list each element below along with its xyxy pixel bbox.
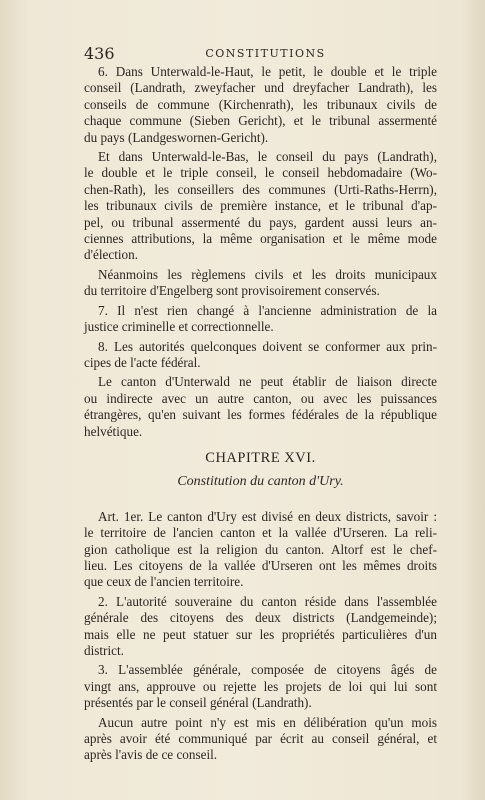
text-line: du territoire d'Engelberg sont provisoirement conservés.: [84, 283, 380, 299]
text-line: ou indirecte avec un autre canton, ou avec les puissances: [84, 390, 437, 406]
text-line: Et dans Unterwald-le-Bas, le conseil du pays (Landrath),: [98, 149, 437, 165]
text-section-ury: [84, 509, 437, 764]
text-line: vingt ans, approuve ou rejette les projets de loi qui lui sont: [84, 678, 437, 694]
text-line: 2. L'autorité souveraine du canton réside dans l'assemblée: [98, 593, 437, 609]
text-line: conseils de commune (Kirchenrath), les tribunaux civils de: [84, 96, 437, 112]
text-line: le double et le triple conseil, le conseil hebdomadaire (Wo-: [84, 165, 437, 181]
paragraph: [84, 339, 437, 372]
paragraph: [84, 509, 437, 591]
text-line: le territoire de l'ancien canton et la vallée d'Urseren. La reli-: [84, 525, 437, 541]
text-line: d'élection.: [84, 247, 139, 263]
text-line: cipes de l'acte fédéral.: [84, 354, 201, 370]
paragraph: [84, 662, 437, 711]
text-line: district.: [84, 643, 124, 658]
page-header: [84, 44, 427, 64]
page-number: 436: [84, 44, 115, 63]
text-line: que ceux de l'ancien territoire.: [84, 574, 244, 590]
paragraph: [84, 149, 437, 264]
text-line: 8. Les autorités quelconques doivent se conformer aux prin-: [98, 338, 437, 354]
text-line: ciennes attributions, la même organisation et le même mode: [84, 231, 437, 247]
text-line: générale des citoyens des deux districts (Landgemeinde);: [84, 610, 437, 626]
text-line: chen-Rath), les conseillers des communes (Urti-Raths-Herrn),: [84, 181, 437, 197]
text-line: présentés par le conseil général (Landrath).: [84, 695, 312, 711]
text-line: justice criminelle et correctionnelle.: [84, 319, 274, 335]
paragraph: [84, 374, 437, 440]
text-line: helvétique.: [84, 423, 143, 439]
text-section-unterwald: [84, 64, 437, 440]
text-line: chaque commune (Sieben Gericht), et le tribunal assermenté: [84, 113, 437, 129]
text-line: Le canton d'Unterwald ne peut établir de liaison directe: [98, 374, 437, 390]
text-line: 6. Dans Unterwald-le-Haut, le petit, le double et le triple: [98, 64, 437, 79]
chapter-heading: CHAPITRE XVI.: [205, 449, 316, 466]
text-line: mais elle ne peut statuer sur les propriétés particulières d'un: [84, 626, 437, 642]
text-line: après l'avis de ce conseil.: [84, 747, 218, 763]
paragraph: [84, 303, 437, 336]
text-line: 3. L'assemblée générale, composée de citoyens âgés de: [98, 662, 437, 678]
text-line: Aucun autre point n'y est mis en délibération qu'un mois: [98, 714, 437, 730]
running-head: CONSTITUTIONS: [205, 47, 326, 60]
text-line: du pays (Landgeswornen-Gericht).: [84, 129, 269, 145]
text-line: Art. 1er. Le canton d'Ury est divisé en deux districts, savoir :: [98, 508, 437, 524]
text-line: 7. Il n'est rien changé à l'ancienne administration de la: [98, 302, 437, 318]
chapter-subtitle: Constitution du canton d'Ury.: [177, 474, 344, 490]
paragraph: [84, 715, 437, 764]
body-text: [84, 64, 437, 767]
text-line: étrangères, qu'en suivant les formes fédérales de la république: [84, 407, 437, 423]
text-line: les tribunaux civils de première instance, et le tribunal d'ap-: [84, 198, 437, 214]
text-line: Néanmoins les règlemens civils et les droits municipaux: [98, 266, 437, 282]
paragraph: [84, 64, 437, 146]
text-line: pel, ou tribunal assermenté du pays, gardent aussi leurs an-: [84, 214, 437, 230]
paragraph: [84, 267, 437, 300]
text-line: conseil (Landrath, zweyfacher und dreyfacher Landrath), les: [84, 80, 437, 96]
text-line: après avoir été communiqué par écrit au conseil général, et: [84, 731, 437, 747]
text-line: gion catholique est la religion du canton. Altorf est le chef-: [84, 541, 437, 557]
paragraph: [84, 594, 437, 660]
text-line: lieu. Les citoyens de la vallée d'Urseren ont les mêmes droits: [84, 557, 437, 573]
